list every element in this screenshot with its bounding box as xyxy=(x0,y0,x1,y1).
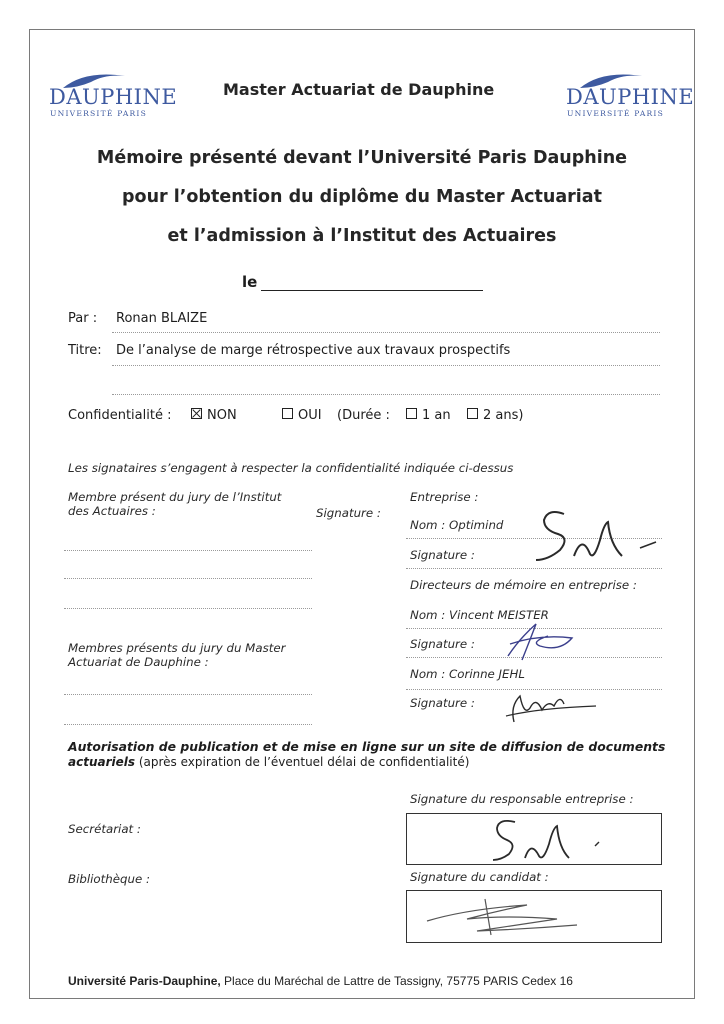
directeur-2-signature: Signature : xyxy=(410,696,475,710)
responsable-signature-drawing xyxy=(407,814,661,864)
autorisation-rest: (après expiration de l’éventuel délai de confidentialité) xyxy=(138,755,470,769)
jury-master-line-2: Actuariat de Dauphine : xyxy=(68,655,209,669)
oui-label: OUI xyxy=(298,408,322,423)
sig-candidat-label: Signature du candidat : xyxy=(410,870,549,884)
secretariat-label: Secrétariat : xyxy=(68,822,141,836)
form-page xyxy=(29,29,695,999)
logo-wordmark: DAUPHINE xyxy=(49,85,178,109)
date-label: le xyxy=(242,273,258,291)
par-label: Par : xyxy=(68,311,98,326)
engagement-text: Les signataires s’engagent à respecter la confidentialité indiquée ci-dessus xyxy=(68,461,514,475)
autorisation-line-2 xyxy=(68,755,469,769)
thesis-title: De l’analyse de marge rétrospective aux travaux prospectifs xyxy=(116,343,511,358)
jury-line-1 xyxy=(64,550,312,551)
title-line-2: pour l’obtention du diplôme du Master Actuariat xyxy=(122,187,602,207)
jury-institut-line-2: des Actuaires : xyxy=(68,504,156,518)
sig-responsable-label: Signature du responsable entreprise : xyxy=(410,792,634,806)
vincent-meister-signature xyxy=(500,616,580,666)
checkbox-icon xyxy=(467,408,478,419)
par-line xyxy=(112,332,660,333)
checked-box-icon xyxy=(191,408,202,419)
directeur-1-signature: Signature : xyxy=(410,637,475,651)
directeur-1-nom: Nom : Vincent MEISTER xyxy=(410,608,549,622)
directeurs-label: Directeurs de mémoire en entreprise : xyxy=(410,578,637,592)
header-title: Master Actuariat de Dauphine xyxy=(223,80,495,99)
checkbox-icon xyxy=(406,408,417,419)
jury-institut-line-1: Membre présent du jury de l’Institut xyxy=(68,490,282,504)
date-line xyxy=(261,290,483,291)
titre-line-2 xyxy=(112,394,660,395)
checkbox-2-ans[interactable] xyxy=(467,408,523,423)
autorisation-bold-word: actuariels xyxy=(68,755,136,769)
jury-master-line-1: Membres présents du jury du Master xyxy=(68,641,286,655)
directeur-2-nom: Nom : Corinne JEHL xyxy=(410,667,525,681)
corinne-jehl-signature xyxy=(500,686,600,730)
candidate-signature-drawing xyxy=(407,891,661,942)
author-name: Ronan BLAIZE xyxy=(116,311,208,326)
checkbox-non[interactable] xyxy=(191,408,237,423)
autorisation-line-1: Autorisation de publication et de mise en ligne sur un site de diffusion de documents xyxy=(68,739,666,754)
jury-line-3 xyxy=(64,608,312,609)
footer-university: Université Paris-Dauphine, xyxy=(68,974,221,988)
logo-subtitle: UNIVERSITÉ PARIS xyxy=(50,109,148,118)
non-label: NON xyxy=(207,408,237,423)
dauphine-logo-right xyxy=(566,68,695,118)
2-ans-label: 2 ans) xyxy=(483,408,524,423)
jury-line-2 xyxy=(64,578,312,579)
title-line-3: et l’admission à l’Institut des Actuaires xyxy=(167,226,557,246)
logo-subtitle: UNIVERSITÉ PARIS xyxy=(567,109,665,118)
footer-address xyxy=(68,974,573,988)
checkbox-1-an[interactable] xyxy=(406,408,451,423)
sig-candidat-box[interactable] xyxy=(406,890,662,943)
entreprise-nom: Nom : Optimind xyxy=(410,518,504,532)
duree-label: (Durée : xyxy=(337,408,390,423)
title-line-1: Mémoire présenté devant l’Université Paris Dauphine xyxy=(96,148,628,168)
entreprise-label: Entreprise : xyxy=(410,490,479,504)
footer-rest: Place du Maréchal de Lattre de Tassigny, 75775 PARIS Cedex 16 xyxy=(220,974,573,988)
confidentiality-label: Confidentialité : xyxy=(68,408,172,423)
1-an-label: 1 an xyxy=(422,408,451,423)
sig-responsable-box[interactable] xyxy=(406,813,662,865)
checkbox-icon xyxy=(282,408,293,419)
company-signature-drawing xyxy=(530,504,660,570)
titre-line-1 xyxy=(112,365,660,366)
jury-master-line-b xyxy=(64,724,312,725)
signature-label: Signature : xyxy=(316,506,381,520)
dauphine-logo-left xyxy=(49,68,178,118)
entreprise-signature: Signature : xyxy=(410,548,475,562)
bibliotheque-label: Bibliothèque : xyxy=(68,872,150,886)
titre-label: Titre: xyxy=(68,343,102,358)
checkbox-oui[interactable] xyxy=(282,408,322,423)
jury-master-line-a xyxy=(64,694,312,695)
logo-wordmark: DAUPHINE xyxy=(566,85,695,109)
